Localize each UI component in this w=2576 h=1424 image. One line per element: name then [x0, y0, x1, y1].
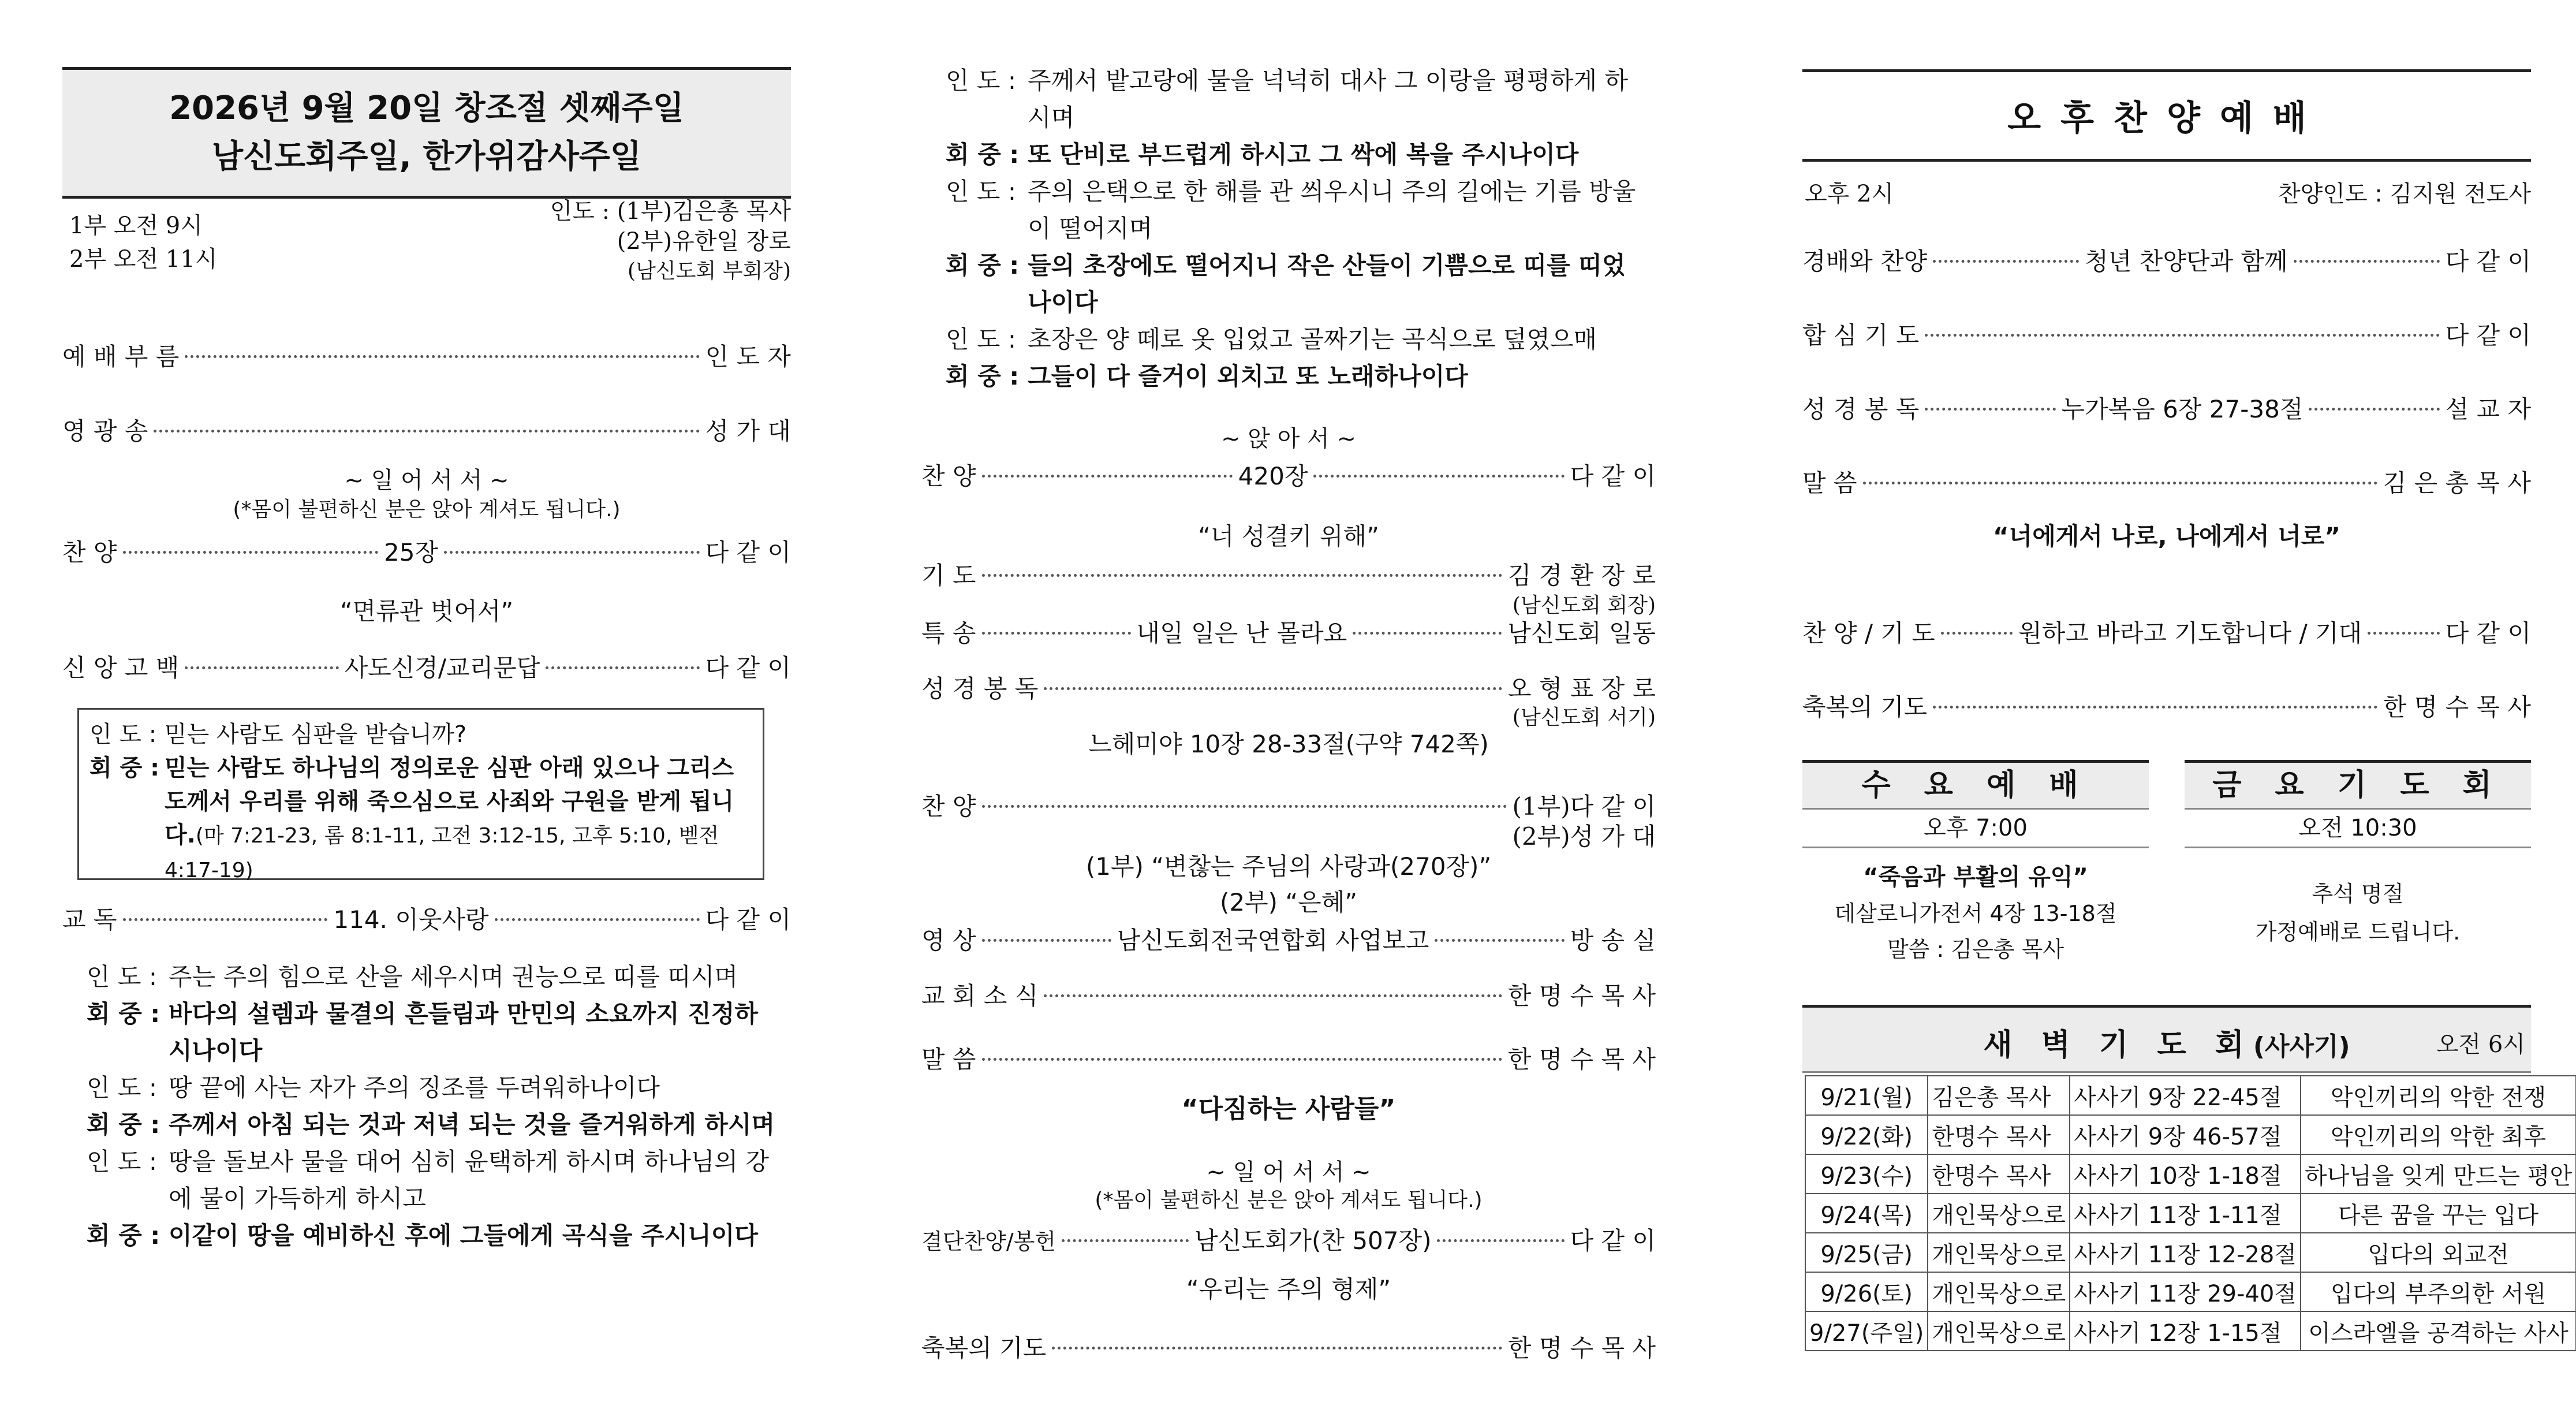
- service-times: [69, 209, 217, 276]
- order-item-choir: 찬 양 (1부)다 같 이 (2부)성 가 대: [921, 792, 1656, 851]
- schedule-row: [1805, 1233, 2576, 1272]
- order-item-gloria: [62, 412, 791, 447]
- responsive-speaker: 인 도 :: [87, 1073, 157, 1102]
- responsive-speaker: 인 도 :: [87, 963, 157, 991]
- afternoon-item-worship: 경배와 찬양 청년 찬양단과 함께 다 같 이: [1802, 247, 2532, 275]
- order-item-reading: [62, 901, 791, 935]
- responsive-text: 주의 은택으로 한 해를 관 씌우시니 주의 길에는 기름 방울이 떨어지며: [1028, 177, 1636, 243]
- order-item-special: 특 송 내일 일은 난 몰라요 남신도회 일동: [921, 619, 1656, 647]
- responsive-speaker: 인 도 :: [87, 1147, 157, 1176]
- wednesday-sermon: “죽음과 부활의 유익”: [1863, 864, 2088, 890]
- responsive-line: [87, 996, 779, 1069]
- item-middle: 114. 이웃사랑: [333, 905, 489, 934]
- responsive-reading-2: [946, 62, 1638, 395]
- order-item-video: 영 상 남신도회전국연합회 사업보고 방 송 실: [921, 926, 1656, 955]
- service-time-2: 2부 오전 11시: [69, 246, 218, 273]
- order-item-blessing: 축복의 기도 한 명 수 목 사: [921, 1334, 1656, 1362]
- bulletin-title-box: [62, 67, 791, 199]
- hymn-title-2: “너 성결키 위해”: [1198, 522, 1379, 550]
- schedule-passage: 사사기 9장 22-45절: [2070, 1076, 2301, 1115]
- reading-text: 느헤미야 10장 28-33절(구약 742쪽): [1088, 730, 1489, 758]
- afternoon-item-sermon: 말 씀 김 은 총 목 사: [1802, 469, 2531, 497]
- schedule-date: 9/23(수): [1805, 1154, 1928, 1194]
- order-item-hymn: [62, 534, 791, 568]
- item-right: 인 도 자: [705, 342, 791, 371]
- schedule-theme: 이스라엘을 공격하는 사사: [2301, 1311, 2576, 1351]
- schedule-preacher: 한명수 목사: [1928, 1115, 2070, 1154]
- item-label: 찬 양: [62, 538, 117, 566]
- order-item-closing: 결단찬양/봉헌 남신도회가(찬 507장) 다 같 이: [921, 1227, 1656, 1255]
- dawn-title: 새 벽 기 도 회: [1983, 1028, 2253, 1063]
- schedule-row: [1805, 1272, 2576, 1311]
- schedule-date: 9/22(화): [1805, 1115, 1928, 1154]
- order-item-scripture: 성 경 봉 독 오 형 표 장 로: [921, 674, 1656, 703]
- choir-titles: (1부) “변찮는 주님의 사랑과(270장)” (2부) “은혜”: [1085, 852, 1492, 916]
- schedule-row: [1805, 1311, 2576, 1351]
- catechism-box: [77, 708, 764, 880]
- sit-title: ~ 앉 아 서 ~: [1221, 426, 1356, 452]
- responsive-text: 주는 주의 힘으로 산을 세우시며 권능으로 띠를 띠시며: [169, 963, 738, 991]
- responsive-line: [87, 1106, 779, 1143]
- afternoon-item-reading: 성 경 봉 독 누가복음 6장 27-38절 설 교 자: [1802, 395, 2532, 423]
- afternoon-sermon-title: “너에게서 나로, 나에게서 너로”: [1993, 522, 2340, 550]
- friday-title: 금 요 기 도 회: [2185, 760, 2531, 810]
- schedule-date: 9/21(월): [1805, 1076, 1928, 1115]
- friday-note-1: 추석 명절: [2312, 881, 2404, 907]
- schedule-preacher: 개인묵상으로: [1928, 1194, 2070, 1233]
- responsive-text: 또 단비로 부드럽게 하시고 그 싹에 복을 주시나이다: [1028, 140, 1579, 169]
- responsive-speaker: 회 중 :: [946, 251, 1020, 279]
- responsive-speaker: 회 중 :: [946, 362, 1020, 390]
- dawn-time: 오전 6시: [2436, 1031, 2525, 1058]
- responsive-speaker: 회 중 :: [87, 1110, 160, 1139]
- schedule-preacher: 개인묵상으로: [1928, 1272, 2070, 1311]
- schedule-theme: 악인끼리의 악한 전쟁: [2301, 1076, 2576, 1115]
- responsive-reading-1: [87, 959, 779, 1254]
- schedule-row: [1805, 1115, 2576, 1154]
- responsive-speaker: 회 중 :: [87, 1221, 160, 1250]
- schedule-theme: 입다의 부주의한 서원: [2301, 1272, 2576, 1311]
- sermon-title: “다짐하는 사람들”: [1181, 1094, 1396, 1124]
- responsive-text: 바다의 설렘과 물결의 흔들림과 만민의 소요까지 진정하시나이다: [169, 1000, 758, 1065]
- schedule-theme: 하나님을 잊게 만드는 평안: [2301, 1154, 2576, 1194]
- schedule-preacher: 김은총 목사: [1928, 1076, 2070, 1115]
- schedule-passage: 사사기 11장 12-28절: [2070, 1233, 2301, 1272]
- responsive-line: [946, 62, 1638, 136]
- responsive-line: [946, 173, 1638, 247]
- leader-line-3: (남신도회 부회장): [628, 259, 791, 283]
- responsive-line: [946, 136, 1638, 173]
- item-right: 성 가 대: [705, 417, 791, 445]
- schedule-row: [1805, 1076, 2576, 1115]
- wednesday-service: [1802, 760, 2149, 967]
- friday-note-2: 가정예배로 드립니다.: [2255, 919, 2461, 945]
- responsive-text: 주께서 밭고랑에 물을 넉넉히 대사 그 이랑을 평평하게 하시며: [1028, 66, 1628, 132]
- bulletin-title-line1: 2026년 9월 20일 창조절 셋째주일: [169, 90, 684, 127]
- stand-note-2: (*몸이 불편하신 분은 앉아 계셔도 됩니다.): [1095, 1188, 1483, 1212]
- responsive-line: [87, 1217, 779, 1254]
- bulletin-title-line2: 남신도회주일, 한가위감사주일: [211, 138, 642, 176]
- item-label: 영 광 송: [62, 417, 148, 445]
- responsive-line: [946, 247, 1638, 321]
- item-right: 다 같 이: [705, 654, 791, 682]
- order-item-prayer: 기 도 김 경 환 장 로: [921, 561, 1656, 590]
- stand-title: ~ 일 어 서 서 ~: [344, 467, 509, 494]
- responsive-speaker: 회 중 :: [87, 1000, 160, 1028]
- responsive-line: [946, 321, 1638, 358]
- responsive-speaker: 인 도 :: [946, 325, 1016, 353]
- order-item-news: 교 회 소 식 한 명 수 목 사: [921, 982, 1656, 1010]
- reading-note: (남신도회 서기): [1512, 706, 1656, 729]
- schedule-preacher: 개인묵상으로: [1928, 1311, 2070, 1351]
- prayer-note: (남신도회 회장): [1512, 594, 1656, 617]
- stand-title-2: ~ 일 어 서 서 ~: [1206, 1159, 1371, 1186]
- wednesday-preacher: 말씀 : 김은총 목사: [1887, 937, 2064, 962]
- leader-line-1: 인도 : (1부)김은총 목사: [550, 198, 791, 225]
- responsive-line: [87, 959, 779, 996]
- closing-title: “우리는 주의 형제”: [1186, 1275, 1391, 1303]
- dawn-schedule-table: [1805, 1075, 2576, 1351]
- schedule-theme: 악인끼리의 악한 최후: [2301, 1115, 2576, 1154]
- item-right: 다 같 이: [705, 538, 791, 566]
- leader-line-2: (2부)유한일 장로: [617, 228, 791, 255]
- responsive-text: 들의 초장에도 떨어지니 작은 산들이 기쁨으로 띠를 띠었나이다: [1028, 251, 1626, 316]
- responsive-text: 땅 끝에 사는 자가 주의 징조를 두려워하나이다: [169, 1073, 660, 1102]
- item-label: 교 독: [62, 905, 117, 934]
- wednesday-text: 데살로니가전서 4장 13-18절: [1834, 901, 2117, 926]
- responsive-text: 이같이 땅을 예비하신 후에 그들에게 곡식을 주시니이다: [169, 1221, 758, 1250]
- responsive-text: 주께서 아침 되는 것과 저녁 되는 것을 즐거워하게 하시며: [169, 1110, 775, 1139]
- stand-note: (*몸이 불편하신 분은 앉아 계셔도 됩니다.): [233, 498, 621, 521]
- schedule-date: 9/27(주일): [1805, 1311, 1928, 1351]
- schedule-passage: 사사기 11장 1-11절: [2070, 1194, 2301, 1233]
- responsive-speaker: 회 중 :: [946, 140, 1020, 169]
- responsive-text: 초장은 양 떼로 옷 입었고 골짜기는 곡식으로 덮였으매: [1028, 325, 1597, 353]
- hymn-title: “면류관 벗어서”: [339, 597, 514, 625]
- schedule-row: [1805, 1194, 2576, 1233]
- item-middle: 사도신경/교리문답: [344, 654, 540, 682]
- item-label: 신 앙 고 백: [62, 654, 180, 682]
- wednesday-time: 오후 7:00: [1802, 810, 2149, 848]
- afternoon-service-title: 오후찬양예배: [1802, 69, 2531, 162]
- responsive-speaker: 인 도 :: [946, 66, 1016, 95]
- item-label: 예 배 부 름: [62, 342, 180, 371]
- responsive-text: 땅을 돌보사 물을 대어 심히 윤택하게 하시며 하나님의 강에 물이 가득하게 하시고: [169, 1147, 769, 1213]
- responsive-line: [946, 358, 1638, 395]
- responsive-speaker: 인 도 :: [946, 177, 1016, 206]
- order-item-creed: [62, 649, 791, 684]
- schedule-date: 9/24(목): [1805, 1194, 1928, 1233]
- afternoon-item-prayer: 합 심 기 도 다 같 이: [1802, 321, 2531, 349]
- catechism-leader: 인 도 : 믿는 사람도 심판을 받습니까?: [89, 721, 467, 748]
- service-leaders: [550, 196, 791, 286]
- schedule-date: 9/26(토): [1805, 1272, 1928, 1311]
- order-item-call: [62, 338, 791, 372]
- wednesday-title: 수 요 예 배: [1802, 760, 2149, 810]
- responsive-line: [87, 1069, 779, 1106]
- item-right: 다 같 이: [705, 905, 792, 934]
- afternoon-item-blessing: 축복의 기도 한 명 수 목 사: [1802, 693, 2531, 721]
- schedule-passage: 사사기 10장 1-18절: [2070, 1154, 2301, 1194]
- schedule-preacher: 개인묵상으로: [1928, 1233, 2070, 1272]
- friday-time: 오전 10:30: [2185, 810, 2531, 848]
- afternoon-item-praise: 찬 양 / 기 도 원하고 바라고 기도합니다 / 기대 다 같 이: [1802, 619, 2532, 647]
- item-middle: 25장: [384, 538, 439, 566]
- service-time-1: 1부 오전 9시: [69, 213, 203, 239]
- dawn-prayer-header: [1802, 1005, 2531, 1073]
- schedule-theme: 입다의 외교전: [2301, 1233, 2576, 1272]
- order-item-sermon: 말 씀 한 명 수 목 사: [921, 1045, 1656, 1073]
- responsive-text: 그들이 다 즐거이 외치고 또 노래하나이다: [1028, 362, 1468, 390]
- schedule-passage: 사사기 11장 29-40절: [2070, 1272, 2301, 1311]
- schedule-date: 9/25(금): [1805, 1233, 1928, 1272]
- dawn-subtitle: (사사기): [2253, 1032, 2350, 1061]
- schedule-passage: 사사기 12장 1-15절: [2070, 1311, 2301, 1351]
- order-item-hymn-2: 찬 양 420장 다 같 이: [921, 462, 1656, 490]
- schedule-row: [1805, 1154, 2576, 1194]
- afternoon-leader: 찬양인도 : 김지원 전도사: [2278, 181, 2531, 207]
- schedule-theme: 다른 꿈을 꾸는 입다: [2301, 1194, 2576, 1233]
- friday-prayer: [2185, 760, 2531, 951]
- responsive-line: [87, 1143, 779, 1217]
- schedule-passage: 사사기 9장 46-57절: [2070, 1115, 2301, 1154]
- catechism-congregation: 회 중 : 믿는 사람도 하나님의 정의로운 심판 아래 있으나 그리스도께서 우리를 위해 죽으심으로 사죄와 구원을 받게 됩니다.(마 7:21-23, 롬 8:1-11, 고전 3:12-15, 고후 5:10, 벧전 4:17-19): [89, 755, 734, 882]
- schedule-preacher: 한명수 목사: [1928, 1154, 2070, 1194]
- afternoon-time: 오후 2시: [1805, 181, 1894, 207]
